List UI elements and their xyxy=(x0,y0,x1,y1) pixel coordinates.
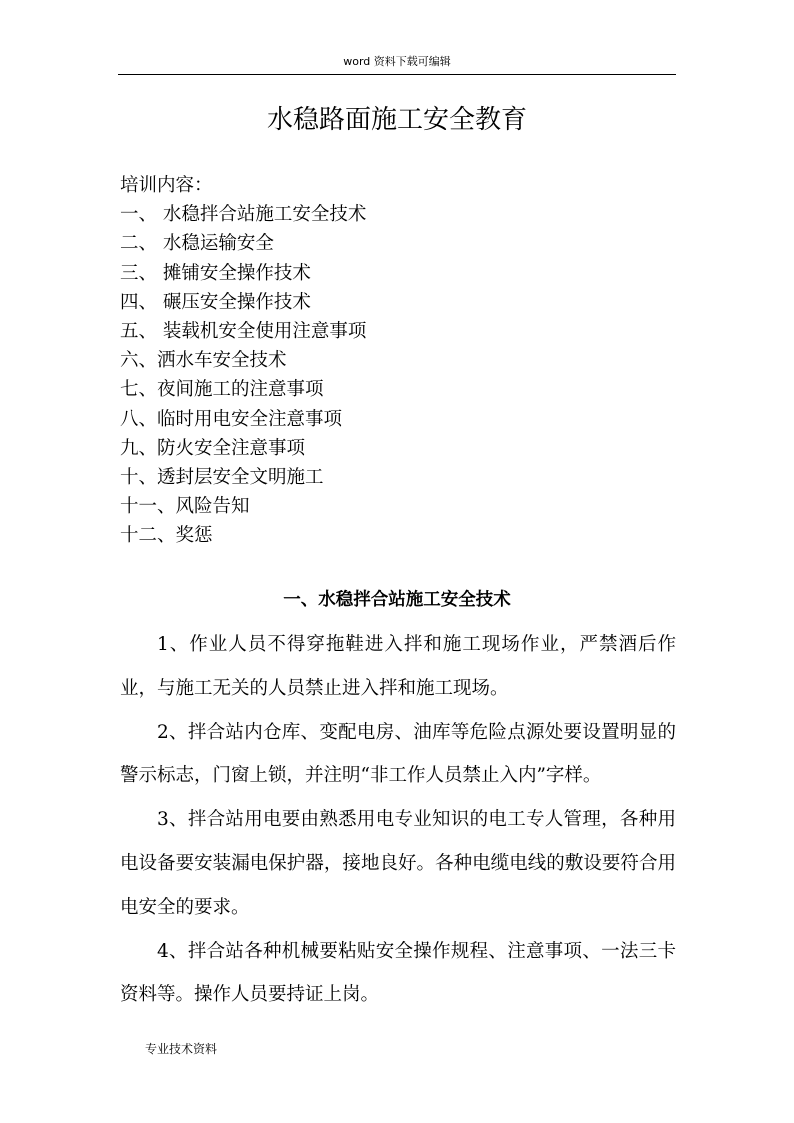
body-paragraph: 2、拌合站内仓库、变配电房、油库等危险点源处要设置明显的警示标志，门窗上锁，并注明“非工作人员禁止入内”字样。 xyxy=(120,721,676,787)
toc-item: 九、防火安全注意事项 xyxy=(120,437,306,459)
toc-item: 十二、奖惩 xyxy=(120,525,213,547)
toc-item: 一、 水稳拌合站施工安全技术 xyxy=(120,204,367,226)
toc-item: 七、夜间施工的注意事项 xyxy=(120,379,324,401)
toc-item: 三、 摊铺安全操作技术 xyxy=(120,262,311,284)
header-text: word 资料下载可编辑 xyxy=(343,55,451,68)
toc-item: 六、洒水车安全技术 xyxy=(120,350,287,372)
toc-item: 十、透封层安全文明施工 xyxy=(120,466,324,488)
document-title: 水稳路面施工安全教育 xyxy=(266,105,527,135)
section-heading: 一、水稳拌合站施工安全技术 xyxy=(283,590,511,610)
section-body xyxy=(120,623,676,1017)
page-header xyxy=(118,54,676,75)
page-footer: 专业技术资料 xyxy=(145,1042,218,1056)
toc-item: 二、 水稳运输安全 xyxy=(120,233,274,255)
body-paragraph: 1、作业人员不得穿拖鞋进入拌和施工现场作业，严禁酒后作业，与施工无关的人员禁止进入拌和施工现场。 xyxy=(120,634,676,699)
training-label: 培训内容： xyxy=(120,175,213,196)
toc-item: 八、临时用电安全注意事项 xyxy=(120,408,343,430)
body-paragraph: 4、拌合站各种机械要粘贴安全操作规程、注意事项、一法三卡资料等。操作人员要持证上岗。 xyxy=(120,940,676,1006)
toc-item: 十一、风险告知 xyxy=(120,496,250,518)
training-contents xyxy=(120,171,676,550)
toc-item: 四、 碾压安全操作技术 xyxy=(120,291,311,313)
toc-item: 五、 装载机安全使用注意事项 xyxy=(120,320,367,342)
body-paragraph: 3、拌合站用电要由熟悉用电专业知识的电工专人管理，各种用电设备要安装漏电保护器，接地良好。各种电缆电线的敷设要符合用电安全的要求。 xyxy=(120,809,676,918)
